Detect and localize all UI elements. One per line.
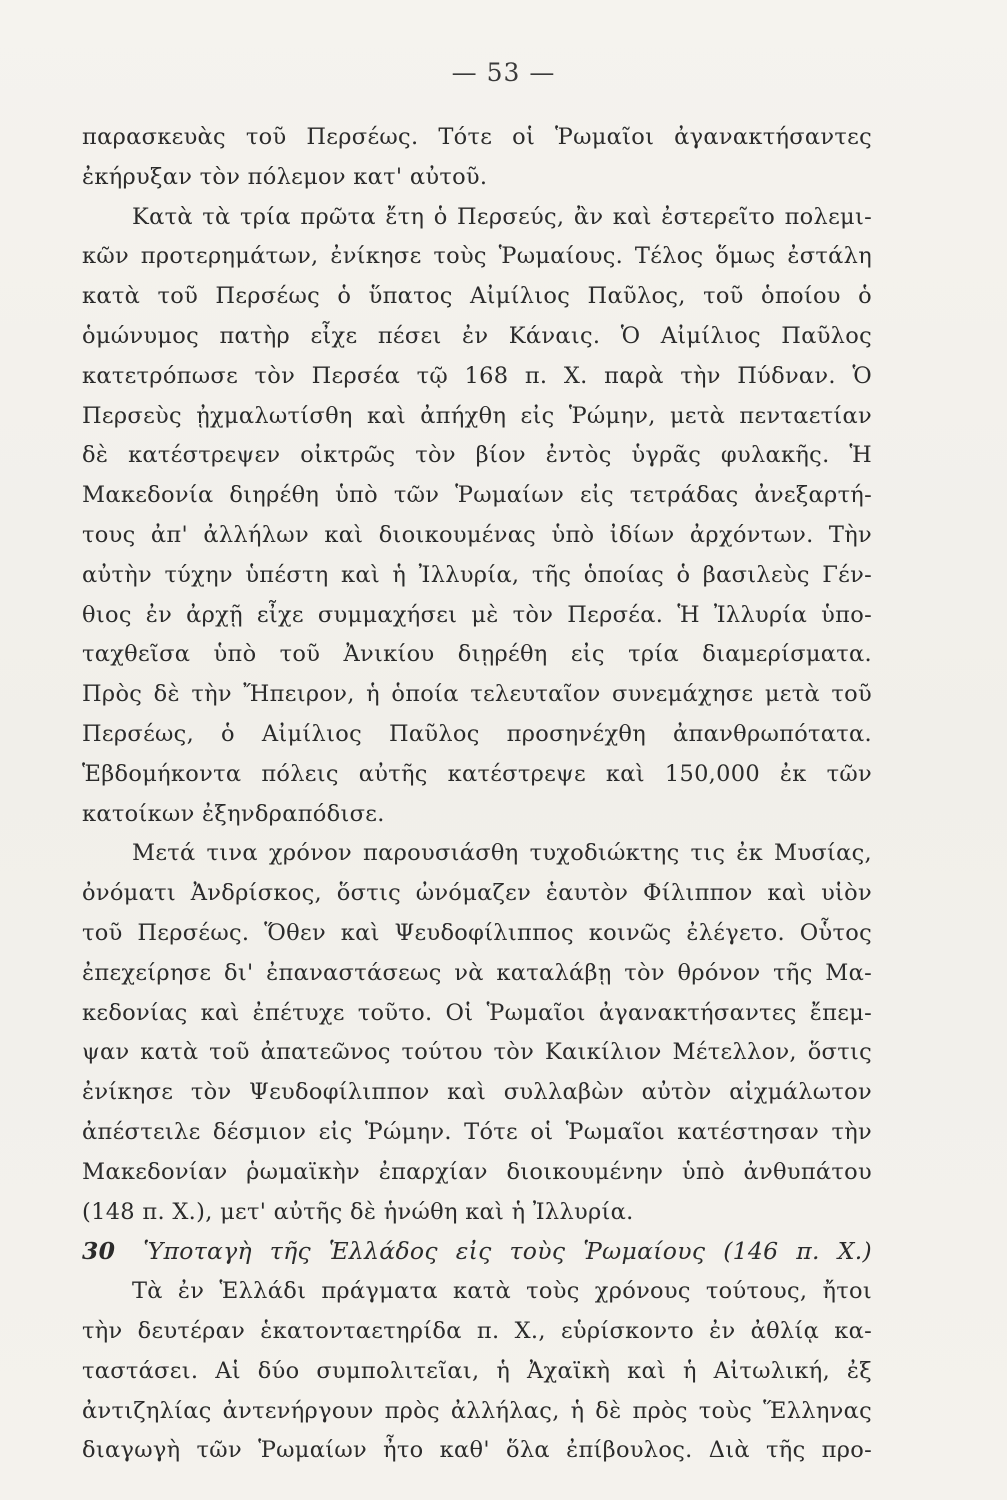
text-line: παρασκευὰς τοῦ Περσέως. Τότε οἱ Ῥωμαῖοι ἀγανακτήσαντες <box>82 124 872 150</box>
text-line: ἐκήρυξαν τὸν πόλεμον κατ' αὐτοῦ. <box>82 163 488 190</box>
section-date: (146 π. Χ.) <box>723 1237 872 1266</box>
text-line: Μακεδονία διηρέθη ὑπὸ τῶν Ῥωμαίων εἰς τετράδας ἀνεξαρτή- <box>82 482 872 509</box>
paragraph-1 <box>82 118 872 198</box>
text-line: ἐπεχείρησε δι' ἐπαναστάσεως νὰ καταλάβῃ τὸν θρόνον τῆς Μα- <box>82 959 872 986</box>
text-line: Περσέως, ὁ Αἰμίλιος Παῦλος προσηνέχθη ἀπανθρωπότατα. <box>82 720 872 747</box>
text-line: ταστάσει. Αἱ δύο συμπολιτεῖαι, ἡ Ἀχαϊκὴ καὶ ἡ Αἰτωλική, ἐξ <box>82 1357 872 1384</box>
text-line: ἀντιζηλίας ἀντενήργουν πρὸς ἀλλήλας, ἡ δὲ πρὸς τοὺς Ἕλληνας <box>82 1397 872 1424</box>
section-title: Ὑποταγὴ τῆς Ἑλλάδος εἰς τοὺς Ῥωμαίους <box>143 1237 706 1266</box>
text-line: δὲ κατέστρεψεν οἰκτρῶς τὸν βίον ἐντὸς ὑγρᾶς φυλακῆς. Ἡ <box>82 442 872 469</box>
text-line: Κατὰ τὰ τρία πρῶτα ἔτη ὁ Περσεύς, ἂν καὶ ἐστερεῖτο πολεμι- <box>132 203 872 230</box>
page-number: — 53 — <box>451 58 556 87</box>
text-line: κεδονίας καὶ ἐπέτυχε τοῦτο. Οἱ Ῥωμαῖοι ἀγανακτήσαντες ἔπεμ- <box>82 999 872 1026</box>
text-line: διαγωγὴ τῶν Ῥωμαίων ἦτο καθ' ὅλα ἐπίβουλος. Διὰ τῆς προ- <box>82 1437 872 1464</box>
text-line: τὴν δευτέραν ἑκατονταετηρίδα π. Χ., εὑρίσκοντο ἐν ἀθλίᾳ κα- <box>82 1317 872 1344</box>
text-line: ἐνίκησε τὸν Ψευδοφίλιππον καὶ συλλαβὼν αὐτὸν αἰχμάλωτον <box>82 1079 872 1106</box>
section-heading <box>82 1232 872 1272</box>
text-line: ὁμώνυμος πατὴρ εἶχε πέσει ἐν Κάναις. Ὁ Αἰμίλιος Παῦλος <box>82 322 872 349</box>
text-line: κατετρόπωσε τὸν Περσέα τῷ 168 π. Χ. παρὰ τὴν Πύδναν. Ὁ <box>82 362 872 389</box>
text-line: ἀπέστειλε δέσμιον εἰς Ῥώμην. Τότε οἱ Ῥωμαῖοι κατέστησαν τὴν <box>82 1118 872 1145</box>
text-line: θιος ἐν ἀρχῇ εἶχε συμμαχήσει μὲ τὸν Περσέα. Ἡ Ἰλλυρία ὑπο- <box>82 601 872 628</box>
text-line: ταχθεῖσα ὑπὸ τοῦ Ἀνικίου διῃρέθη εἰς τρία διαμερίσματα. <box>82 641 872 668</box>
body-text <box>82 118 872 1471</box>
text-line: Μετά τινα χρόνον παρουσιάσθη τυχοδιώκτης τις ἐκ Μυσίας, <box>132 840 872 867</box>
text-line: ψαν κατὰ τοῦ ἀπατεῶνος τούτου τὸν Καικίλιον Μέτελλον, ὅστις <box>82 1039 872 1066</box>
text-line: κατὰ τοῦ Περσέως ὁ ὕπατος Αἰμίλιος Παῦλος, τοῦ ὁποίου ὁ <box>82 283 872 310</box>
text-line: τους ἀπ' ἀλλήλων καὶ διοικουμένας ὑπὸ ἰδίων ἀρχόντων. Τὴν <box>82 521 872 548</box>
text-line: Περσεὺς ᾐχμαλωτίσθη καὶ ἀπήχθη εἰς Ῥώμην, μετὰ πενταετίαν <box>82 402 872 429</box>
section-number: 30 <box>82 1237 116 1266</box>
text-line: ὀνόματι Ἀνδρίσκος, ὅστις ὠνόμαζεν ἑαυτὸν Φίλιππον καὶ υἱὸν <box>82 880 872 907</box>
text-line: Μακεδονίαν ῥωμαϊκὴν ἐπαρχίαν διοικουμένην ὑπὸ ἀνθυπάτου <box>82 1158 872 1185</box>
paragraph-4 <box>82 1272 872 1471</box>
text-line: κατοίκων ἐξηνδραπόδισε. <box>82 800 385 827</box>
text-line: Τὰ ἐν Ἑλλάδι πράγματα κατὰ τοὺς χρόνους τούτους, ἤτοι <box>132 1278 872 1305</box>
text-line: Πρὸς δὲ τὴν Ἤπειρον, ἡ ὁποία τελευταῖον συνεμάχησε μετὰ τοῦ <box>82 681 872 708</box>
paragraph-2 <box>82 198 872 835</box>
text-line: αὐτὴν τύχην ὑπέστη καὶ ἡ Ἰλλυρία, τῆς ὁποίας ὁ βασιλεὺς Γέν- <box>82 561 872 588</box>
text-line: κῶν προτερημάτων, ἐνίκησε τοὺς Ῥωμαίους. Τέλος ὅμως ἐστάλη <box>82 243 872 270</box>
text-line: (148 π. Χ.), μετ' αὐτῆς δὲ ἡνώθη καὶ ἡ Ἰλλυρία. <box>82 1198 634 1225</box>
text-line: Ἑβδομήκοντα πόλεις αὐτῆς κατέστρεψε καὶ 150,000 ἐκ τῶν <box>82 760 872 787</box>
text-line: τοῦ Περσέως. Ὅθεν καὶ Ψευδοφίλιππος κοινῶς ἐλέγετο. Οὗτος <box>82 919 872 946</box>
paragraph-3 <box>82 834 872 1232</box>
